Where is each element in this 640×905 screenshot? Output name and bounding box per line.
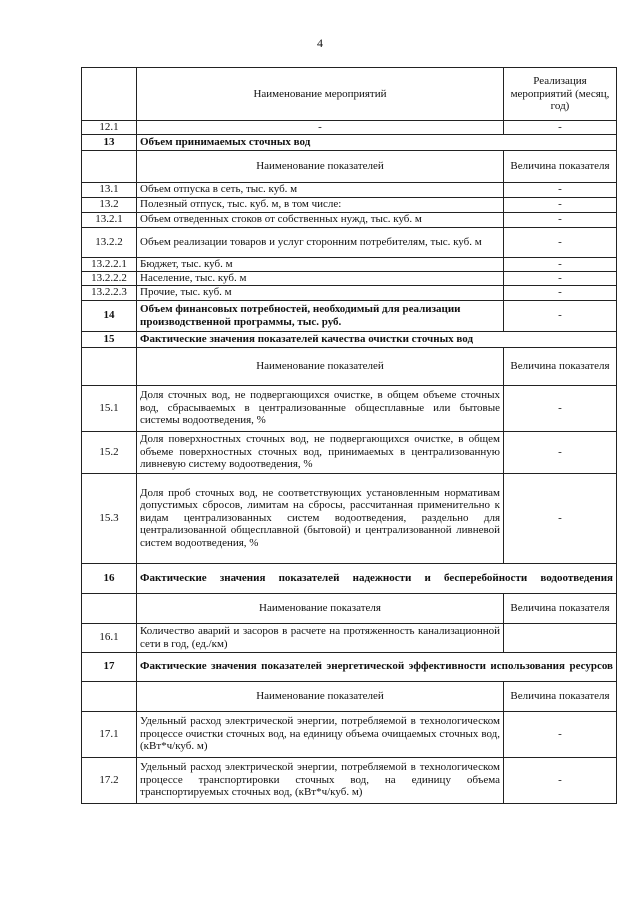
row-text: Прочие, тыс. куб. м (137, 285, 504, 300)
subheader-name-cell: Наименование показателей (137, 150, 504, 182)
row-text: Доля проб сточных вод, не соответствующих установленным нормативам допустимых сбросов, лимитам на сбросы, рассчитанная применительно к видам централизованных систем водоотведения, раздельно для централизованной общесплавной (бытовой) и централизованной ливневой систем водоотведения, % (137, 473, 504, 563)
row-number: 12.1 (82, 121, 137, 135)
header-value-cell: Реализация мероприятий (месяц, год) (504, 68, 617, 121)
row-number: 16.1 (82, 623, 137, 652)
section-row (82, 652, 617, 681)
table-row (82, 257, 617, 271)
section-number: 14 (82, 300, 137, 331)
row-number: 13.2.2.1 (82, 257, 137, 271)
row-number: 13.2 (82, 197, 137, 212)
table-row (82, 212, 617, 227)
row-number: 17.1 (82, 711, 137, 757)
row-text: Доля сточных вод, не подвергающихся очистке, в общем объеме сточных вод, сбрасываемых в централизованные общесплавные или бытовые системы водоотведения, % (137, 385, 504, 431)
row-value: - (504, 257, 617, 271)
table-row (82, 285, 617, 300)
header-num-cell (82, 68, 137, 121)
table-row (82, 227, 617, 257)
table-row (82, 121, 617, 135)
row-value: - (504, 212, 617, 227)
row-value: - (504, 473, 617, 563)
subheader-name-cell: Наименование показателей (137, 347, 504, 385)
page-number: 4 (317, 36, 323, 50)
row-number: 17.2 (82, 757, 137, 803)
row-number: 13.2.2 (82, 227, 137, 257)
subheader-num-cell (82, 681, 137, 711)
production-program-table (81, 67, 617, 804)
section-row (82, 300, 617, 331)
section-number: 15 (82, 331, 137, 347)
section-title: Объем принимаемых сточных вод (137, 134, 617, 150)
subheader-value-cell: Величина показателя (504, 593, 617, 623)
header-name-cell: Наименование мероприятий (137, 68, 504, 121)
table-row (82, 271, 617, 285)
row-text: Удельный расход электрической энергии, потребляемой в технологическом процессе очистки сточных вод, на единицу объема очищаемых сточных вод, (кВт*ч/куб. м) (137, 711, 504, 757)
table-header-row (82, 68, 617, 121)
row-value: - (504, 271, 617, 285)
table-row (82, 385, 617, 431)
row-text: Полезный отпуск, тыс. куб. м, в том числе: (137, 197, 504, 212)
row-text: Бюджет, тыс. куб. м (137, 257, 504, 271)
row-value: - (504, 227, 617, 257)
section-title: Объем финансовых потребностей, необходимый для реализации производственной программы, тыс. руб. (137, 300, 504, 331)
row-value: - (504, 182, 617, 197)
subheader-row (82, 150, 617, 182)
row-value: - (504, 711, 617, 757)
section-row (82, 331, 617, 347)
table-row (82, 182, 617, 197)
subheader-num-cell (82, 150, 137, 182)
section-title: Фактические значения показателей энергетической эффективности использования ресурсов (137, 652, 617, 681)
subheader-value-cell: Величина показателя (504, 347, 617, 385)
subheader-name-cell: Наименование показателей (137, 681, 504, 711)
row-number: 15.1 (82, 385, 137, 431)
section-row (82, 134, 617, 150)
row-value: - (504, 385, 617, 431)
row-text: Население, тыс. куб. м (137, 271, 504, 285)
row-value: - (504, 121, 617, 135)
subheader-row (82, 347, 617, 385)
section-title: Фактические значения показателей надежности и бесперебойности водоотведения (137, 563, 617, 593)
subheader-row (82, 593, 617, 623)
row-value: - (504, 285, 617, 300)
row-text: Объем отведенных стоков от собственных нужд, тыс. куб. м (137, 212, 504, 227)
subheader-name-cell: Наименование показателя (137, 593, 504, 623)
subheader-value-cell: Величина показателя (504, 150, 617, 182)
table-row (82, 757, 617, 803)
table-row (82, 473, 617, 563)
row-text: Удельный расход электрической энергии, потребляемой в технологическом процессе транспортировки сточных вод, на единицу объема транспортируемых сточных вод, (кВт*ч/куб. м) (137, 757, 504, 803)
row-number: 13.2.2.2 (82, 271, 137, 285)
row-text: Количество аварий и засоров в расчете на протяженность канализационной сети в год, (ед./км) (137, 623, 504, 652)
section-title: Фактические значения показателей качества очистки сточных вод (137, 331, 617, 347)
row-value: - (504, 431, 617, 473)
table-row (82, 623, 617, 652)
section-row (82, 563, 617, 593)
subheader-row (82, 681, 617, 711)
row-text: Объем отпуска в сеть, тыс. куб. м (137, 182, 504, 197)
row-text: - (137, 121, 504, 135)
table-row (82, 711, 617, 757)
table-row (82, 197, 617, 212)
row-number: 13.1 (82, 182, 137, 197)
section-number: 13 (82, 134, 137, 150)
section-number: 16 (82, 563, 137, 593)
subheader-num-cell (82, 347, 137, 385)
row-text: Объем реализации товаров и услуг сторонним потребителям, тыс. куб. м (137, 227, 504, 257)
row-number: 15.2 (82, 431, 137, 473)
row-value (504, 623, 617, 652)
table-row (82, 431, 617, 473)
row-value: - (504, 300, 617, 331)
section-number: 17 (82, 652, 137, 681)
row-value: - (504, 757, 617, 803)
subheader-num-cell (82, 593, 137, 623)
row-number: 13.2.2.3 (82, 285, 137, 300)
row-value: - (504, 197, 617, 212)
row-number: 13.2.1 (82, 212, 137, 227)
subheader-value-cell: Величина показателя (504, 681, 617, 711)
row-text: Доля поверхностных сточных вод, не подвергающихся очистке, в общем объеме поверхностных сточных вод, принимаемых в централизованную ливневую систему водоотведения, % (137, 431, 504, 473)
row-number: 15.3 (82, 473, 137, 563)
